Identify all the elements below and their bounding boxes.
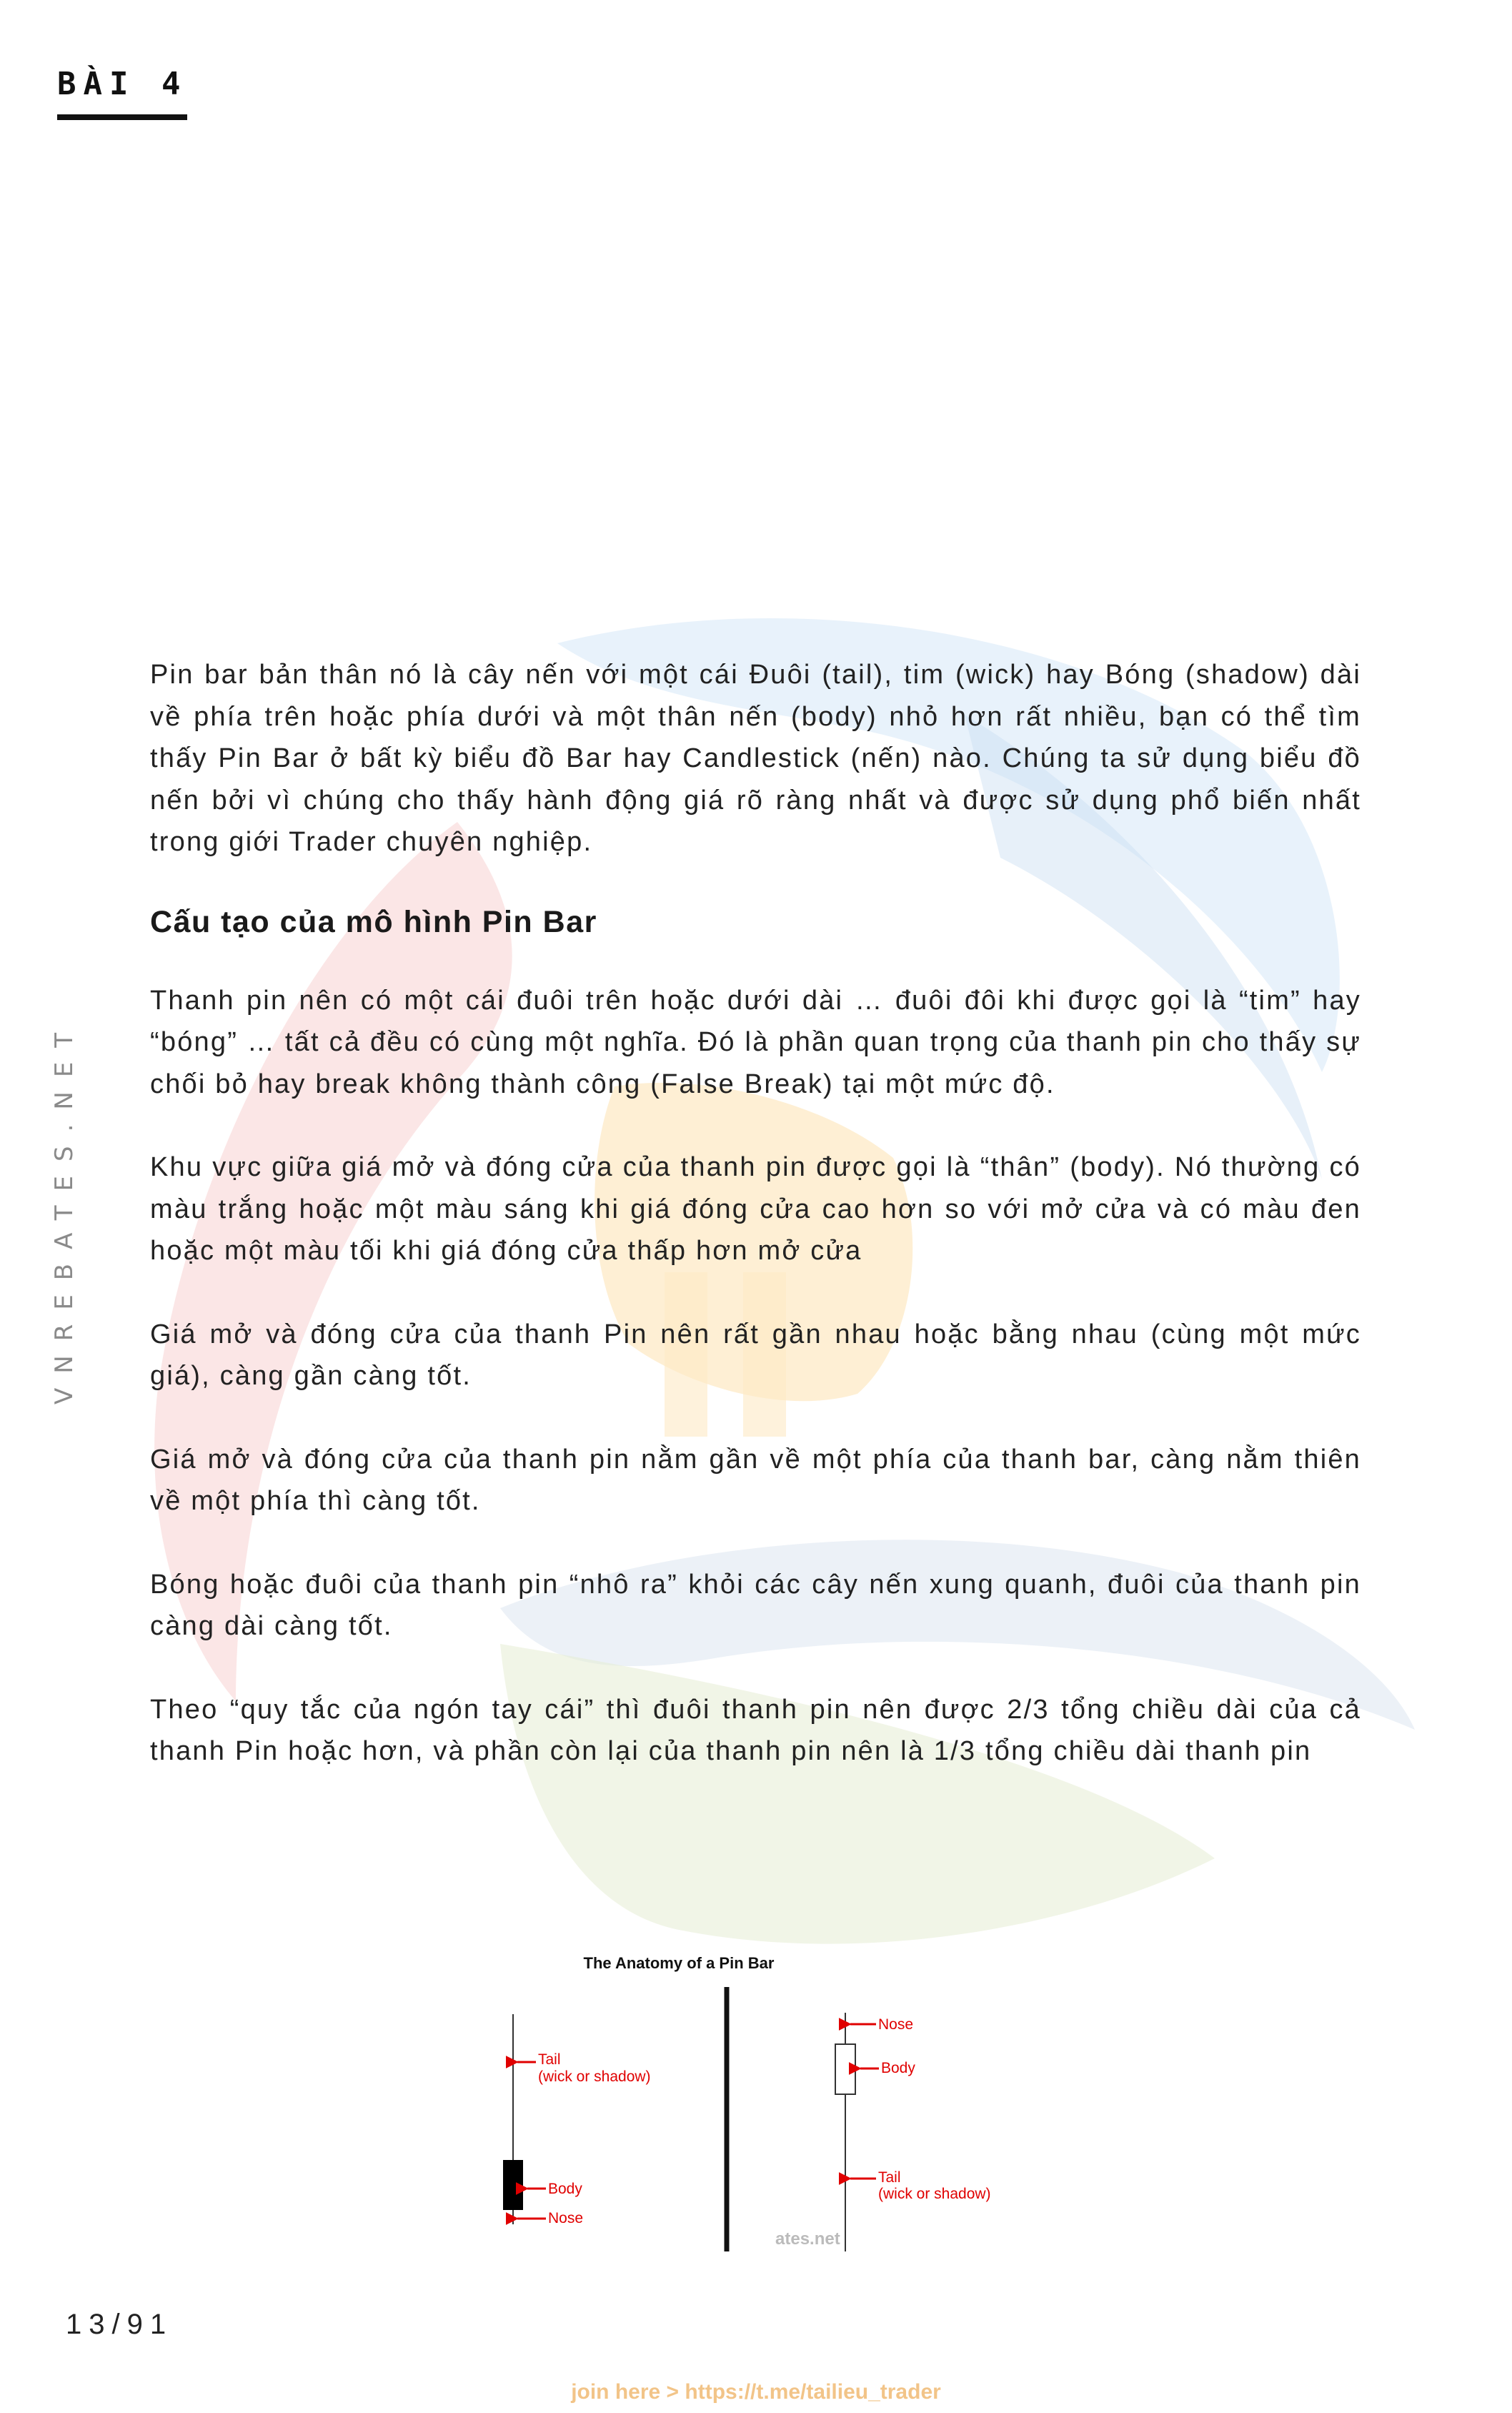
left-candle-body — [503, 2160, 523, 2210]
page-number: 13/91 — [66, 2309, 174, 2340]
left-tail-sublabel: (wick or shadow) — [538, 2068, 651, 2085]
paragraph-thumb-rule: Theo “quy tắc của ngón tay cái” thì đuôi thanh pin nên được 2/3 tổng chiều dài của cả thanh Pin hoặc hơn, và phần còn lại của thanh pin nên là 1/3 tổng chiều dài thanh pin — [150, 1694, 1361, 1766]
telegram-link[interactable]: join here > https://t.me/tailieu_trader — [571, 2380, 941, 2404]
left-body-label: Body — [548, 2181, 582, 2197]
main-content — [150, 654, 1361, 1814]
left-tail-label: Tail — [538, 2051, 561, 2068]
site-vertical-text: VNREBATES.NET — [50, 1018, 79, 1404]
figure-watermark: ates.net — [775, 2229, 840, 2249]
paragraph-protrude: Bóng hoặc đuôi của thanh pin “nhô ra” khỏi các cây nến xung quanh, đuôi của thanh pin càng dài càng tốt. — [150, 1569, 1361, 1641]
figure-title: The Anatomy of a Pin Bar — [583, 1954, 775, 1972]
left-nose-label: Nose — [548, 2210, 584, 2226]
right-candle-body — [835, 2044, 855, 2094]
right-tail-sublabel: (wick or shadow) — [878, 2186, 991, 2202]
section-heading: Cấu tạo của mô hình Pin Bar — [150, 904, 597, 939]
paragraph-tail: Thanh pin nên có một cái đuôi trên hoặc dưới dài … đuôi đôi khi được gọi là “tim” hay “bóng” … tất cả đều có cùng một nghĩa. Đó là phần quan trọng của thanh pin cho thấy sự chối bỏ hay break không thành công (False Break) tại một mức độ. — [150, 985, 1361, 1099]
paragraph-position: Giá mở và đóng cửa của thanh pin nằm gần về một phía của thanh bar, càng nằm thiên về một phía thì càng tốt. — [150, 1444, 1361, 1516]
right-nose-label: Nose — [878, 2016, 914, 2033]
intro-paragraph: Pin bar bản thân nó là cây nến với một cái Đuôi (tail), tim (wick) hay Bóng (shadow) dài về phía trên hoặc phía dưới và một thân nến (body) nhỏ hơn rất nhiều, bạn có thể tìm thấy Pin Bar ở bất kỳ biểu đồ Bar hay Candlestick (nến) nào. Chúng ta sử dụng biểu đồ nến bởi vì chúng cho thấy hành động giá rõ ràng nhất và được sử dụng phổ biến nhất trong giới Trader chuyên nghiệp. — [150, 660, 1361, 857]
lesson-underline — [57, 114, 187, 120]
lesson-label: BÀI 4 — [57, 66, 188, 102]
paragraph-body: Khu vực giữa giá mở và đóng cửa của thanh pin được gọi là “thân” (body). Nó thường có màu trắng hoặc một màu sáng khi giá đóng cửa cao hơn so với mở cửa và có màu đen hoặc một màu tối khi giá đóng cửa thấp hơn mở cửa — [150, 1152, 1361, 1266]
paragraph-open-close: Giá mở và đóng cửa của thanh Pin nên rất gần nhau hoặc bằng nhau (cùng một mức giá), càng gần càng tốt. — [150, 1319, 1361, 1391]
pin-bar-anatomy-figure — [464, 1944, 1036, 2259]
right-tail-label: Tail — [878, 2169, 901, 2186]
right-body-label: Body — [881, 2060, 915, 2076]
